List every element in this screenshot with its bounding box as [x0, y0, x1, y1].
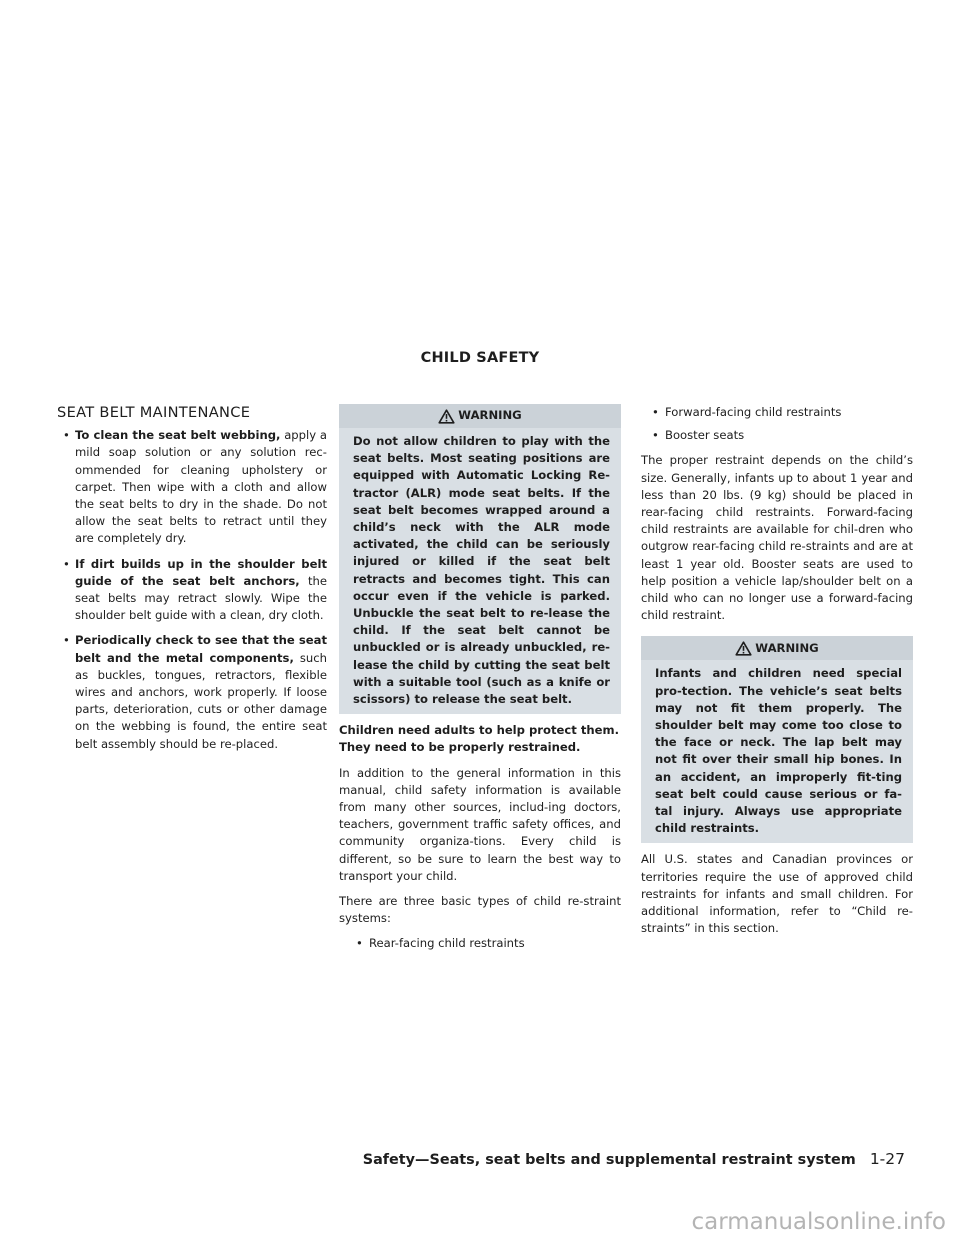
column-middle — [339, 404, 621, 961]
restraint-type-list — [339, 935, 621, 952]
restraint-type-list — [641, 404, 913, 444]
warning-label: WARNING — [458, 408, 522, 423]
page-footer — [363, 1150, 905, 1168]
bold-paragraph: Children need adults to help protect them. They need to be properly restrained. — [339, 723, 619, 755]
bullet-lead: If dirt builds up in the shoulder belt guide of the seat belt anchors, — [75, 556, 327, 588]
column-left — [57, 404, 327, 761]
paragraph: There are three basic types of child re-straint systems: — [339, 894, 621, 926]
warning-triangle-icon — [438, 409, 455, 424]
warning-header — [339, 404, 621, 428]
chapter-title: Safety—Seats, seat belts and supplemental restraint system — [362, 1152, 856, 1168]
bullet-text: apply a mild soap solution or any solution rec-ommended for cleaning upholstery or carpet. Then wipe with a cloth and allow the seat belts to dry in the shade. Do not allow the seat belts to retract until they are completely dry. — [75, 428, 327, 546]
paragraph: The proper restraint depends on the child’s size. Generally, infants up to about 1 year and less than 20 lbs. (9 kg) should be placed in rear-facing child restraints. Forward-facing child restraints are available for chil-dren who outgrow rear-facing child re-straints and are at least 1 year old. Booster seats are used to help position a vehicle lap/shoulder belt on a child who can no longer use a forward-facing child restraint. — [641, 453, 913, 623]
watermark: carmanualsonline.info — [691, 1209, 946, 1235]
warning-header — [641, 636, 913, 660]
bullet-text: the seat belts may retract slowly. Wipe the shoulder belt guide with a clean, dry cloth. — [75, 573, 327, 623]
bullet-text: such as buckles, tongues, retractors, flexible wires and anchors, work properly. If loose parts, deterioration, cuts or other damage on the webbing is found, the entire seat belt assembly should be re-placed. — [75, 650, 328, 751]
warning-text: Infants and children need special pro-tection. The vehicle’s seat belts may not fit them properly. The shoulder belt may come too close to the face or neck. The lap belt may not fit over their small hip bones. In an accident, an improperly fit-ting seat belt could cause serious or fa-tal injury. Always use appropriate child restraints. — [655, 666, 902, 836]
list-item — [57, 556, 327, 625]
warning-box — [641, 636, 913, 843]
list-item: • Booster seats — [641, 427, 913, 444]
maintenance-list — [57, 427, 327, 753]
paragraph: In addition to the general information in this manual, child safety information is available from many other sources, includ-ing doctors, teachers, government traffic safety offices, and community organiza-tions. Every child is different, so be sure to learn the best way to transport your child. — [339, 765, 621, 883]
list-item: • Rear-facing child restraints — [339, 935, 621, 952]
warning-label: WARNING — [755, 640, 819, 655]
section-title: CHILD SAFETY — [420, 350, 540, 366]
list-item — [57, 427, 327, 547]
list-item — [57, 632, 327, 752]
column-right — [641, 404, 913, 945]
warning-box — [339, 404, 621, 714]
list-item: • Forward-facing child restraints — [641, 404, 913, 421]
warning-triangle-icon — [735, 641, 752, 656]
paragraph: All U.S. states and Canadian provinces or territories require the use of approved child restraints for infants and small children. For additional information, refer to “Child re-straints” in this section. — [641, 852, 913, 936]
bullet-lead: Periodically check to see that the seat belt and the metal components, — [75, 633, 327, 665]
warning-text: Do not allow children to play with the seat belts. Most seating positions are equipped with Automatic Locking Re-tractor (ALR) mode seat belts. If the seat belt becomes wrapped around a child’s neck with the ALR mode activated, the child can be seriously injured or killed if the seat belt retracts and becomes tight. This can occur even if the vehicle is parked. Unbuckle the seat belt to re-lease the child. If the seat belt cannot be unbuckled or is already unbuckled, re-lease the child by cutting the seat belt with a suitable tool (such as a knife or scissors) to release the seat belt. — [353, 434, 610, 707]
bullet-lead: To clean the seat belt webbing, — [75, 428, 281, 443]
page-number: 1-27 — [869, 1150, 905, 1168]
section-heading: SEAT BELT MAINTENANCE — [57, 404, 251, 421]
